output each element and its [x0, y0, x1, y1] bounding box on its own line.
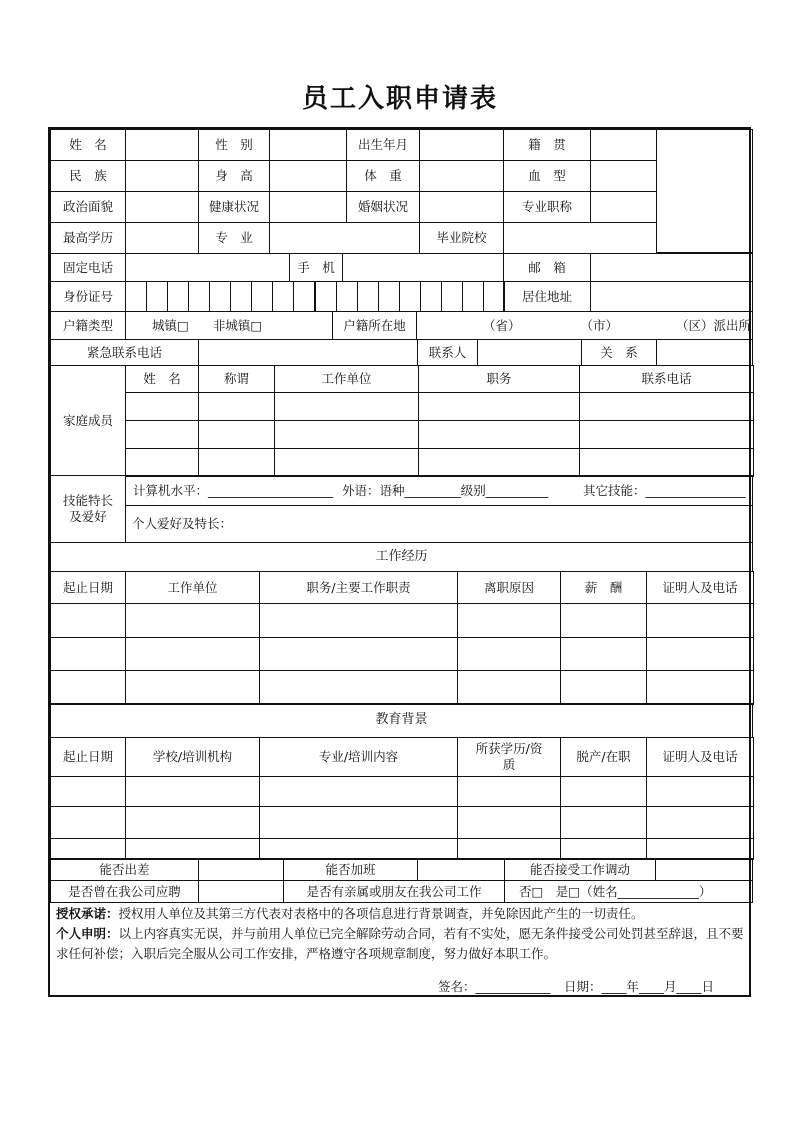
edu-cell[interactable]	[560, 806, 647, 839]
label-political: 政治面貌	[50, 191, 126, 223]
input-health[interactable]	[269, 191, 347, 223]
page-title: 员工入职申请表	[301, 84, 498, 114]
edu-cell[interactable]	[259, 806, 458, 839]
family-cell[interactable]	[274, 448, 419, 477]
photo-box[interactable]	[656, 129, 753, 253]
label-address: 居住地址	[503, 281, 591, 312]
input-contact[interactable]	[477, 339, 582, 366]
family-cell[interactable]	[125, 392, 199, 421]
id-digit-box[interactable]	[483, 281, 505, 312]
label-gender: 性 别	[198, 129, 270, 161]
input-gender[interactable]	[269, 129, 347, 161]
skills-row	[125, 475, 753, 506]
edu-cell[interactable]	[646, 806, 754, 839]
label-hukou-type: 户籍类型	[50, 311, 126, 340]
label-mobile: 手 机	[289, 253, 343, 282]
input-transfer[interactable]	[655, 858, 753, 881]
id-digit-box[interactable]	[230, 281, 252, 312]
id-digit-box[interactable]	[125, 281, 147, 312]
input-ethnic[interactable]	[125, 160, 199, 192]
input-school[interactable]	[503, 222, 657, 254]
work-cell[interactable]	[259, 670, 458, 705]
label-transfer: 能否接受工作调动	[504, 858, 656, 881]
work-header: 薪 酬	[560, 571, 647, 604]
edu-cell[interactable]	[125, 806, 260, 839]
input-blood[interactable]	[590, 160, 657, 192]
id-digit-box[interactable]	[357, 281, 379, 312]
label-major: 专 业	[198, 222, 270, 254]
edu-section-title: 教育背景	[50, 703, 753, 738]
id-digit-box[interactable]	[188, 281, 210, 312]
label-skills: 技能特长及爱好	[50, 475, 126, 543]
relatives-answer[interactable]: 否□ 是□（姓名_____________）	[504, 880, 753, 903]
edu-cell[interactable]	[646, 776, 754, 807]
city-label: （市）	[580, 317, 619, 333]
work-cell[interactable]	[457, 603, 561, 638]
label-school: 毕业院校	[419, 222, 504, 254]
input-weight[interactable]	[419, 160, 504, 192]
hukou-options	[125, 311, 333, 340]
work-header: 证明人及电话	[646, 571, 754, 604]
signature-field[interactable]: 签名：____________	[438, 979, 551, 994]
edu-cell[interactable]	[259, 776, 458, 807]
work-cell[interactable]	[560, 603, 647, 638]
work-header: 职务/主要工作职责	[259, 571, 458, 604]
hukou-opt-urban[interactable]: 城镇□	[152, 317, 189, 333]
edu-header: 所获学历/资质	[457, 737, 561, 777]
other-skills[interactable]: 其它技能：________________	[583, 482, 746, 498]
family-cell[interactable]	[198, 420, 275, 449]
id-digit-box[interactable]	[251, 281, 273, 312]
input-hukou-place[interactable]	[416, 311, 753, 340]
label-hukou-place: 户籍所在地	[332, 311, 417, 340]
work-cell[interactable]	[50, 637, 126, 671]
label-overtime: 能否加班	[283, 858, 418, 881]
family-cell[interactable]	[579, 448, 754, 477]
edu-cell[interactable]	[646, 838, 754, 860]
input-height[interactable]	[269, 160, 347, 192]
work-header: 离职原因	[457, 571, 561, 604]
work-cell[interactable]	[646, 637, 754, 671]
label-family: 家庭成员	[50, 365, 126, 476]
input-title[interactable]	[590, 191, 657, 223]
edu-cell[interactable]	[560, 838, 647, 860]
decl-text: 以上内容真实无误，并与前用人单位已完全解除劳动合同，若有不实处，愿无条件接受公司处罚甚至辞退，且不要求任何补偿；入职后完全服从公司工作安排，严格遵守各项规章制度，努力做好本职工作。	[56, 926, 744, 961]
input-name[interactable]	[125, 129, 199, 161]
id-digit-box[interactable]	[336, 281, 358, 312]
family-cell[interactable]	[418, 448, 580, 477]
work-cell[interactable]	[560, 670, 647, 705]
label-health: 健康状况	[198, 191, 270, 223]
work-cell[interactable]	[50, 670, 126, 705]
input-applied[interactable]	[198, 880, 284, 903]
label-contact: 联系人	[417, 339, 478, 366]
label-relatives: 是否有亲属或朋友在我公司工作	[283, 880, 505, 903]
work-cell[interactable]	[125, 637, 260, 671]
family-header: 职务	[418, 365, 580, 393]
family-header: 联系电话	[579, 365, 754, 393]
id-digit-box[interactable]	[315, 281, 337, 312]
family-cell[interactable]	[418, 392, 580, 421]
input-travel[interactable]	[198, 858, 284, 881]
work-cell[interactable]	[259, 603, 458, 638]
input-marital[interactable]	[419, 191, 504, 223]
label-native: 籍 贯	[503, 129, 591, 161]
district-label: （区）派出所	[676, 317, 752, 333]
id-digit-box[interactable]	[462, 281, 484, 312]
id-digit-box[interactable]	[441, 281, 463, 312]
id-digit-box[interactable]	[272, 281, 294, 312]
edu-cell[interactable]	[560, 776, 647, 807]
label-email: 邮 箱	[503, 253, 591, 282]
id-digit-box[interactable]	[209, 281, 231, 312]
work-header: 起止日期	[50, 571, 126, 604]
input-political[interactable]	[125, 191, 199, 223]
input-native[interactable]	[590, 129, 657, 161]
family-cell[interactable]	[198, 392, 275, 421]
edu-cell[interactable]	[457, 838, 561, 860]
computer-level[interactable]: 计算机水平：____________________	[133, 482, 334, 498]
id-digit-box[interactable]	[420, 281, 442, 312]
id-digit-box[interactable]	[399, 281, 421, 312]
input-emergency-phone[interactable]	[198, 339, 418, 366]
label-phone: 固定电话	[50, 253, 126, 282]
label-ethnic: 民 族	[50, 160, 126, 192]
work-cell[interactable]	[457, 670, 561, 705]
id-digit-box[interactable]	[146, 281, 168, 312]
family-header: 工作单位	[274, 365, 419, 393]
id-digit-box[interactable]	[378, 281, 400, 312]
edu-header: 学校/培训机构	[125, 737, 260, 777]
auth-text: 授权用人单位及其第三方代表对表格中的各项信息进行背景调查，并免除因此产生的一切责任。	[118, 906, 644, 921]
input-major[interactable]	[269, 222, 420, 254]
label-blood: 血 型	[503, 160, 591, 192]
family-header: 称谓	[198, 365, 275, 393]
input-email[interactable]	[590, 253, 753, 282]
input-phone[interactable]	[125, 253, 290, 282]
work-cell[interactable]	[560, 637, 647, 671]
label-travel: 能否出差	[50, 858, 199, 881]
label-birth: 出生年月	[346, 129, 420, 161]
input-overtime[interactable]	[417, 858, 505, 881]
edu-header: 起止日期	[50, 737, 126, 777]
work-cell[interactable]	[125, 670, 260, 705]
form-frame	[48, 127, 751, 997]
family-cell[interactable]	[418, 420, 580, 449]
id-digit-box[interactable]	[167, 281, 189, 312]
family-cell[interactable]	[125, 420, 199, 449]
hukou-opt-rural[interactable]: 非城镇□	[212, 317, 263, 333]
input-mobile[interactable]	[342, 253, 504, 282]
edu-cell[interactable]	[50, 776, 126, 807]
label-name: 姓 名	[50, 129, 126, 161]
label-emergency-phone: 紧急联系电话	[50, 339, 199, 366]
input-education[interactable]	[125, 222, 199, 254]
input-relation[interactable]	[656, 339, 753, 366]
work-section-title: 工作经历	[50, 542, 753, 572]
edu-cell[interactable]	[50, 806, 126, 839]
edu-header: 证明人及电话	[646, 737, 754, 777]
edu-header: 专业/培训内容	[259, 737, 458, 777]
label-height: 身 高	[198, 160, 270, 192]
work-cell[interactable]	[50, 603, 126, 638]
input-address[interactable]	[590, 281, 753, 312]
work-cell[interactable]	[646, 670, 754, 705]
family-cell[interactable]	[198, 448, 275, 477]
family-cell[interactable]	[274, 392, 419, 421]
id-digit-box[interactable]	[293, 281, 315, 312]
work-cell[interactable]	[125, 603, 260, 638]
foreign-language[interactable]: 外语：语种_________级别__________	[342, 482, 549, 498]
label-title: 专业职称	[503, 191, 591, 223]
edu-cell[interactable]	[125, 776, 260, 807]
declaration	[56, 904, 746, 964]
family-cell[interactable]	[125, 448, 199, 477]
family-cell[interactable]	[274, 420, 419, 449]
family-cell[interactable]	[579, 392, 754, 421]
label-weight: 体 重	[346, 160, 420, 192]
province-label: （省）	[483, 317, 521, 333]
edu-cell[interactable]	[457, 776, 561, 807]
edu-cell[interactable]	[125, 838, 260, 860]
edu-header: 脱产/在职	[560, 737, 647, 777]
date-field[interactable]: 日期：____年____月____日	[564, 979, 715, 994]
label-id: 身份证号	[50, 281, 126, 312]
edu-cell[interactable]	[50, 838, 126, 860]
label-education: 最高学历	[50, 222, 126, 254]
label-applied: 是否曾在我公司应聘	[50, 880, 199, 903]
label-relation: 关 系	[581, 339, 657, 366]
label-marital: 婚姻状况	[346, 191, 420, 223]
input-birth[interactable]	[419, 129, 504, 161]
work-header: 工作单位	[125, 571, 260, 604]
decl-label: 个人申明：	[56, 926, 119, 941]
auth-label: 授权承诺：	[56, 906, 119, 921]
work-cell[interactable]	[646, 603, 754, 638]
work-cell[interactable]	[457, 637, 561, 671]
hobby-field[interactable]: 个人爱好及特长：	[125, 505, 753, 543]
edu-cell[interactable]	[457, 806, 561, 839]
family-cell[interactable]	[579, 420, 754, 449]
family-header: 姓 名	[125, 365, 199, 393]
edu-cell[interactable]	[259, 838, 458, 860]
work-cell[interactable]	[259, 637, 458, 671]
